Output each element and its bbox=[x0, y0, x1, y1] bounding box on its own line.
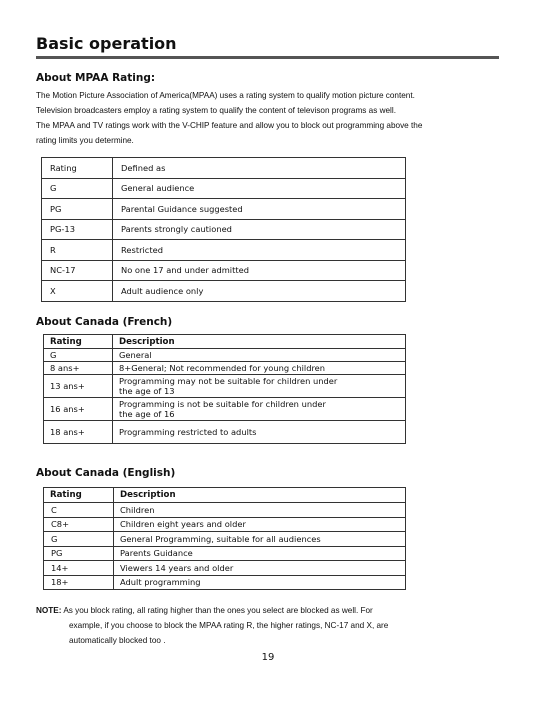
description-cell: Adult programming bbox=[114, 575, 406, 590]
definition-cell: Parental Guidance suggested bbox=[113, 199, 406, 220]
definition-cell: Restricted bbox=[113, 240, 406, 261]
intro-line: The MPAA and TV ratings work with the V-CHIP feature and allow you to block out programming above the bbox=[36, 121, 423, 130]
table-row bbox=[42, 240, 406, 261]
rating-cell: G bbox=[44, 349, 113, 362]
table-row bbox=[42, 281, 406, 302]
table-row bbox=[44, 575, 406, 590]
rating-cell: X bbox=[42, 281, 113, 302]
rating-cell: PG bbox=[42, 199, 113, 220]
table-row bbox=[44, 398, 406, 421]
mpaa-intro bbox=[36, 88, 476, 148]
rating-cell: 14+ bbox=[44, 561, 114, 576]
table-row bbox=[42, 219, 406, 240]
rating-cell: 18+ bbox=[44, 575, 114, 590]
table-row bbox=[44, 546, 406, 561]
rating-cell: R bbox=[42, 240, 113, 261]
header-description: Description bbox=[113, 335, 406, 349]
description-cell: General bbox=[113, 349, 406, 362]
rating-cell: 8 ans+ bbox=[44, 362, 113, 375]
mpaa-rating-table bbox=[41, 157, 406, 302]
rating-cell: G bbox=[42, 178, 113, 199]
description-cell: General Programming, suitable for all audiences bbox=[114, 532, 406, 547]
note-label: NOTE: bbox=[36, 606, 62, 615]
header-description: Description bbox=[114, 488, 406, 503]
table-row bbox=[44, 421, 406, 444]
description-cell: Children bbox=[114, 503, 406, 518]
mpaa-section-title: About MPAA Rating: bbox=[36, 72, 156, 84]
table-header-row bbox=[42, 158, 406, 179]
canada-english-title: About Canada (English) bbox=[36, 467, 176, 479]
heading-rule bbox=[36, 56, 499, 59]
rating-cell: G bbox=[44, 532, 114, 547]
rating-cell: 16 ans+ bbox=[44, 398, 113, 421]
table-header-row bbox=[44, 488, 406, 503]
note-line: As you block rating, all rating higher than the ones you select are blocked as well. For bbox=[63, 606, 373, 615]
intro-line: The Motion Picture Association of America(MPAA) uses a rating system to qualify motion picture content. bbox=[36, 91, 415, 100]
intro-line: rating limits you determine. bbox=[36, 136, 134, 145]
rating-cell: PG bbox=[44, 546, 114, 561]
table-row bbox=[44, 362, 406, 375]
canada-french-table bbox=[43, 334, 406, 444]
canada-french-title: About Canada (French) bbox=[36, 316, 173, 328]
table-row bbox=[42, 260, 406, 281]
definition-cell: General audience bbox=[113, 178, 406, 199]
description-cell: Viewers 14 years and older bbox=[114, 561, 406, 576]
header-rating: Rating bbox=[42, 158, 113, 179]
note-line: example, if you choose to block the MPAA rating R, the higher ratings, NC-17 and X, are bbox=[69, 621, 389, 630]
rating-cell: C8+ bbox=[44, 517, 114, 532]
description-cell: Programming restricted to adults bbox=[113, 421, 406, 444]
page-number: 19 bbox=[261, 652, 275, 663]
header-rating: Rating bbox=[44, 488, 114, 503]
page-heading: Basic operation bbox=[36, 34, 177, 53]
table-row bbox=[42, 199, 406, 220]
definition-cell: Parents strongly cautioned bbox=[113, 219, 406, 240]
table-header-row bbox=[44, 335, 406, 349]
description-cell: Programming is not be suitable for children under the age of 16 bbox=[113, 398, 406, 421]
table-row bbox=[42, 178, 406, 199]
definition-cell: No one 17 and under admitted bbox=[113, 260, 406, 281]
description-cell: Programming may not be suitable for children under the age of 13 bbox=[113, 375, 406, 398]
table-row bbox=[44, 561, 406, 576]
canada-english-table bbox=[43, 487, 406, 590]
header-rating: Rating bbox=[44, 335, 113, 349]
table-row bbox=[44, 375, 406, 398]
table-row bbox=[44, 349, 406, 362]
description-cell: 8+General; Not recommended for young children bbox=[113, 362, 406, 375]
table-row bbox=[44, 532, 406, 547]
intro-line: Television broadcasters employ a rating system to qualify the content of televison programs as well. bbox=[36, 106, 396, 115]
rating-cell: C bbox=[44, 503, 114, 518]
note-line: automatically blocked too . bbox=[69, 636, 166, 645]
rating-cell: 13 ans+ bbox=[44, 375, 113, 398]
description-cell: Parents Guidance bbox=[114, 546, 406, 561]
rating-cell: PG-13 bbox=[42, 219, 113, 240]
rating-cell: NC-17 bbox=[42, 260, 113, 281]
header-defined-as: Defined as bbox=[113, 158, 406, 179]
note-block bbox=[36, 603, 476, 648]
table-row bbox=[44, 503, 406, 518]
description-cell: Children eight years and older bbox=[114, 517, 406, 532]
table-row bbox=[44, 517, 406, 532]
rating-cell: 18 ans+ bbox=[44, 421, 113, 444]
definition-cell: Adult audience only bbox=[113, 281, 406, 302]
